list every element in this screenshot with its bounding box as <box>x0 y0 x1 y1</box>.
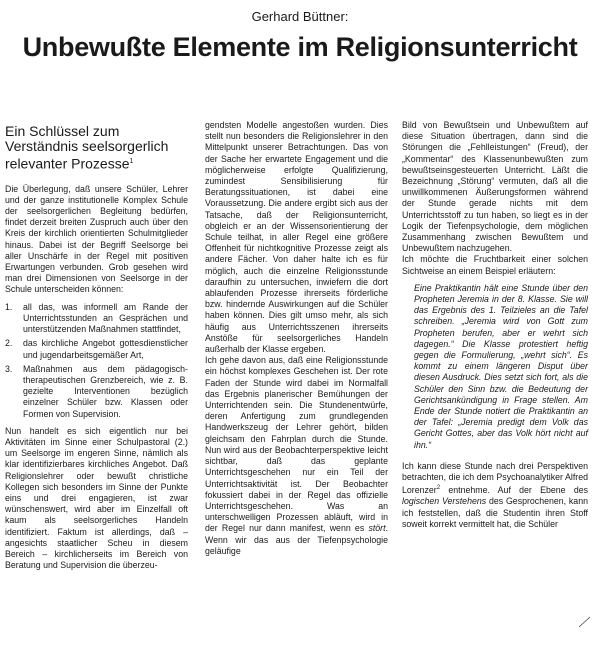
section-heading <box>5 124 188 172</box>
list-number: 1. <box>5 301 13 312</box>
emphasis: stört <box>368 523 386 534</box>
footnote-marker: 2 <box>436 485 441 492</box>
emphasis: logischen Verstehens <box>402 496 487 507</box>
paragraph-text: . Wenn wir das aus der Tiefenpsychologie geläufige <box>205 523 388 556</box>
paragraph <box>402 461 588 530</box>
paragraph: Nun handelt es sich eigentlich nur bei Aktivitäten im Sinne einer Schulpastoral (2.) um Seelsorge im engeren Sinne, nämlich als klar identifizierbares kirchliches Angebot. Daß Religionslehrer oder bewußt christliche Kollegen sich besonders im Sinne der Punkte eins und drei engagieren, ist zwar wünschenswert, wird aber im Einzelfall oft kaum als seelsorgerliches Handeln identifiziert. Faktum ist allerdings, daß – angesichts staatlicher Scheu in diesem Bereich – kirchlicherseits im Bereich von Beratung und Supervision die überzeu- <box>5 425 188 571</box>
paragraph-text: Ich gehe davon aus, daß eine Religionsstunde ein höchst komplexes Geschehen ist. Der rote Faden der Stunde wird dabei im Normalfall das Ergebnis planerischer Bemühungen der Unterrichtenden sein. Die Stundenentwürfe, deren Anfertigung zum grundlegenden Handwerkszeug der Lehrer gehört, bilden gleichsam den Fahrplan durch die Stunde. Nun wird aus der Beobachterperspektive leicht sichtbar, daß das geplante Unterrichtsgeschehen nur ein Teil der Unterrichtsaktivität ist. Der Beobachter fokussiert dabei in der Regel das offizielle Unterrichtsgeschehen. Was an unterschwelligen Prozessen abläuft, wird in der Regel nur dann manifest, wenn es <box>205 355 388 534</box>
dimension-list <box>5 302 188 420</box>
column-2 <box>205 120 388 557</box>
list-number: 3. <box>5 363 13 374</box>
column-3 <box>402 120 588 530</box>
paragraph-text: Ich kann diese Stunde nach drei Perspektiven betrachten, die ich dem Psychoanalytiker Alfred Lorenzer <box>402 460 588 496</box>
paragraph: Ich möchte die Fruchtbarkeit einer solchen Sichtweise an einem Beispiel erläutern: <box>402 254 588 276</box>
paragraph-text: des Gesprochenen, kann ich feststellen, daß die Studentin ihren Stoff soweit korrekt vermittelt hat, die Schüler <box>402 496 588 529</box>
list-text: all das, was informell am Rande der Unterrichtsstunden an Gesprächen und unterstützenden Maßnahmen stattfindet, <box>23 301 188 335</box>
pen-annotation-icon <box>578 615 592 629</box>
list-item <box>5 338 188 360</box>
list-item <box>5 302 188 336</box>
paragraph: gendsten Modelle angestoßen wurden. Dies stellt nun besonders die Religionslehrer in den Mittelpunkt unserer Betrachtungen. Das von der Sache her erwartete Engagement und die möglicherweise erfolgte Qualifizierung, zumindest Sensibilisierung für Beratungssituationen, ist dabei eine Voraussetzung. Die andere ergibt sich aus der Tatsache, daß der Religionsunterricht, obgleich er an der Wissensorientierung der Schule teilhat, in aller Regel eine größere Offenheit für nichtkognitive Prozesse zeigt als andere Fächer. Von daher halte ich es für möglich, auch die einzelne Religionsstunde daraufhin zu untersuchen, inwiefern die dort ablaufenden Prozesse ihrerseits förderliche bzw. hindernde Auswirkungen auf die Schüler haben können. Dies gilt umso mehr, als sich häufig aus Unterrichtsszenen ihrerseits Anstöße für seelsorgerliches Handeln außerhalb der Klasse ergeben. <box>205 120 388 355</box>
list-number: 2. <box>5 338 13 349</box>
paragraph: Die Überlegung, daß unsere Schüler, Lehrer und der ganze institutionelle Komplex Schule der seelsorgerlichen Begleitung bedürfen, findet derzeit breiten Zuspruch auch über den Kreis der kirchlich orientierten Schulmitglieder hinaus. Dabei ist der Begriff Seelsorge bei aller Unschärfe in der Regel mit positiven Erwartungen verbunden. Grob gesehen wird man drei Dimensionen von Seelsorge in der Schule unterscheiden können: <box>5 183 188 295</box>
footnote-marker: 1 <box>129 158 134 165</box>
example-quote: Eine Praktikantin hält eine Stunde über den Propheten Jeremia in der 8. Klasse. Sie will das Ergebnis des 1. Teilzieles an die Tafel schreiben. „Jeremia wird von Gott zum Propheten berufen, aber er wehrt sich dagegen.“ Die Klasse protestiert heftig gegen die Formulierung, „wehrt sich“. Es kommt zu einem längeren Disput über diesen Ausdruck. Dies setzt sich fort, als die Schüler den Sinn bzw. die Bedeutung der Gerichtsankündigung in Frage stellen. Am Ende der Stunde notiert die Praktikantin an der Tafel: „Jeremia predigt dem Volk das Gericht Gottes, aber das Volk hört nicht auf ihn.“ <box>414 282 588 450</box>
list-item <box>5 364 188 420</box>
section-heading-text: Ein Schlüssel zum Verständnis seelsorgerlich relevanter Prozesse <box>5 123 169 172</box>
article-title: Unbewußte Elemente im Religionsunterricht <box>22 32 578 62</box>
paragraph-text: entnehme. Auf der Ebene des <box>440 485 588 496</box>
author-line: Gerhard Büttner: <box>251 9 349 24</box>
column-1 <box>5 124 188 571</box>
list-text: Maßnahmen aus dem pädagogisch-therapeutischen Grenzbereich, wie z. B. gezielte Interventionen bezüglich einzelner Schüler bzw. Klassen oder Formen von Supervision. <box>23 363 188 419</box>
paragraph: Bild von Bewußtsein und Unbewußtem auf diese Situation übertragen, dann sind die Störungen die „Fehlleistungen“ (Freud), der „Kommentar“ des Klassenunbewußten zum bewußtseinsgesteuerten Unterricht. Läßt die Bezeichnung „Störung“ vermuten, daß all die unwillkommenen Äußerungsformen während der Stunde gerade nichts mit dem Unterrichtsstoff zu tun haben, so liegt es in der Logik der Tiefenpsychologie, dem möglichen Zusammenhang zwischen Bewußtem und Unbewußtem nachzugehen. <box>402 120 588 254</box>
paragraph <box>205 355 388 557</box>
list-text: das kirchliche Angebot gottesdienstlicher und jugendarbeitsgemäßer Art, <box>23 338 188 360</box>
